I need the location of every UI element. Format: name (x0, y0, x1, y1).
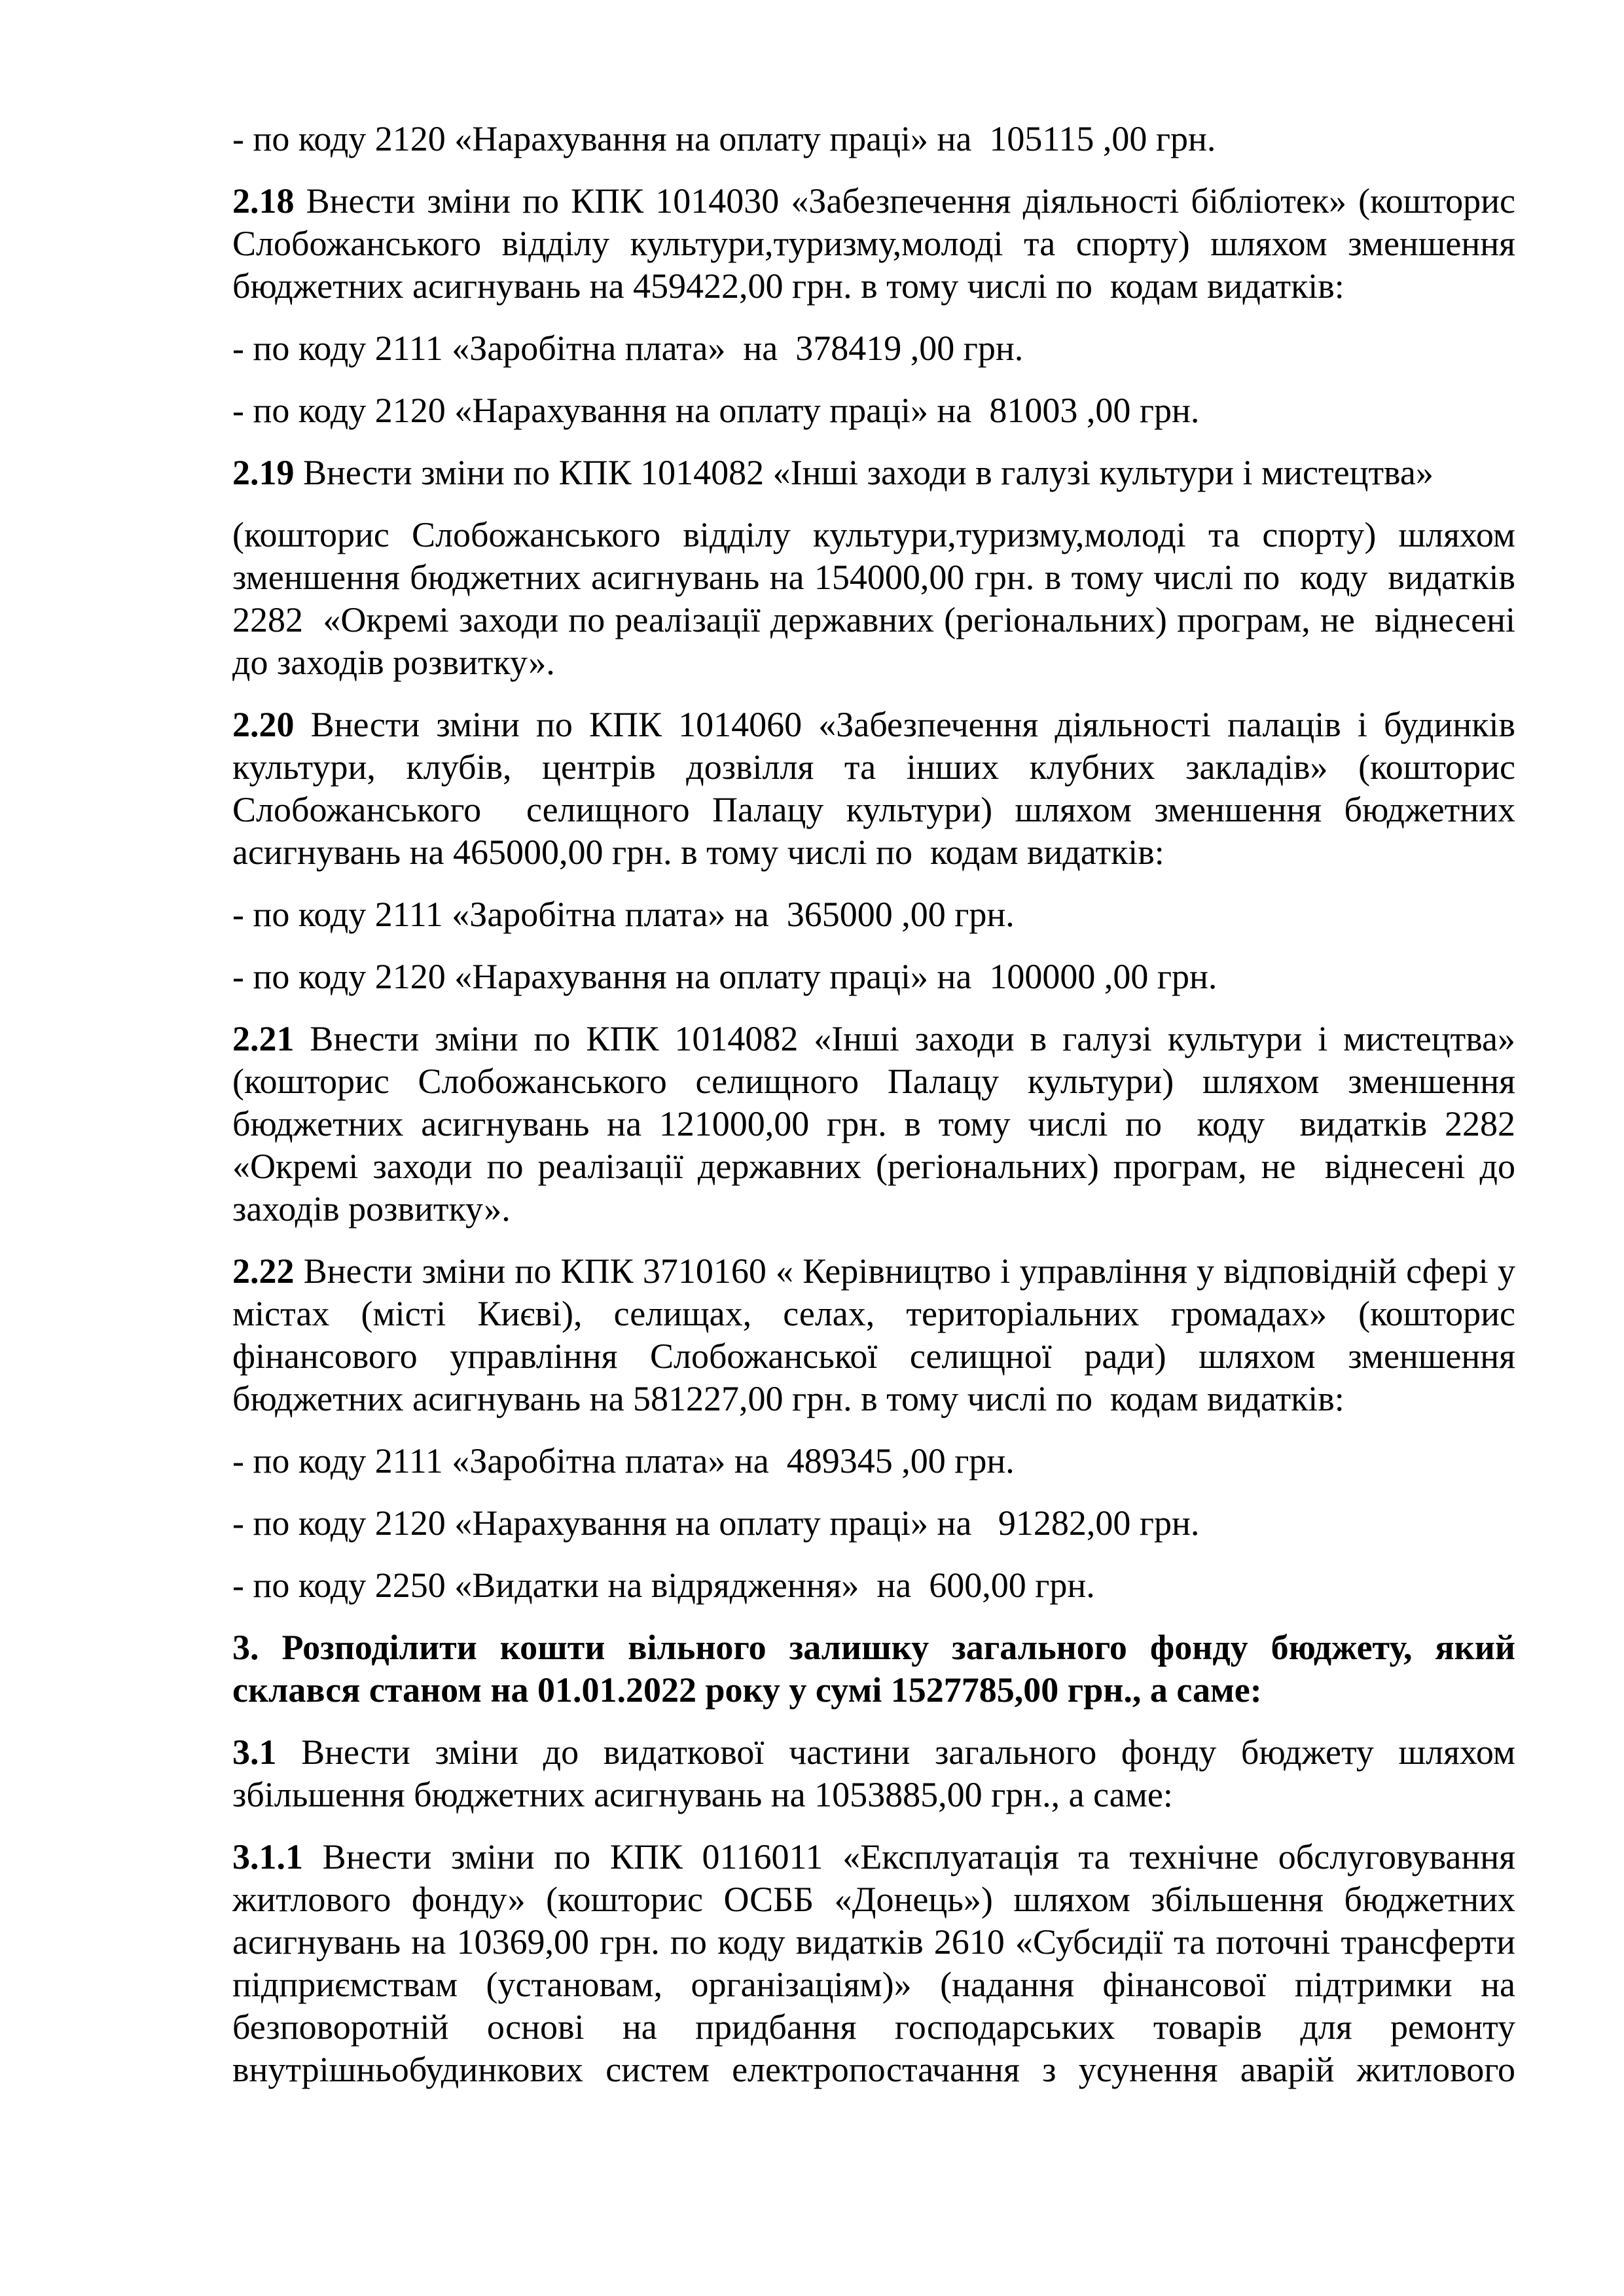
paragraph-text: - по коду 2120 «Нарахування на оплату праці» на 100000 ,00 грн. (232, 957, 1218, 996)
clause-2-18 (232, 180, 1525, 308)
paragraph-text: - по коду 2120 «Нарахування на оплату праці» на 105115 ,00 грн. (232, 119, 1216, 158)
paragraph-text: Внести зміни по КПК 1014060 «Забезпечення діяльності палаців і будинків культури, клубів, центрів дозвілля та інших клубних закладів» (кошторис Слобожанського селищного Палацу культури) шляхом зменшення бюджетних асигнувань на 465000,00 грн. в тому числі по кодам видатків: (232, 705, 1525, 872)
clause-number: 2.21 (232, 1019, 295, 1058)
expense-line (232, 327, 1515, 370)
paragraph-text: - по коду 2111 «Заробітна плата» на 365000 ,00 грн. (232, 895, 1015, 934)
clause-2-22 (232, 1250, 1525, 1420)
expense-line (232, 1564, 1515, 1607)
paragraph-text: Внести зміни по КПК 1014030 «Забезпечення діяльності бібліотек» (кошторис Слобожанського відділу культури,туризму,молоді та спорту) шляхом зменшення бюджетних асигнувань на 459422,00 грн. в тому числі по кодам видатків: (232, 181, 1525, 306)
paragraph-text: Внести зміни до видаткової частини загального фонду бюджету шляхом збільшення бюджетних асигнувань на 1053885,00 грн., а саме: (232, 1732, 1525, 1814)
paragraph-text: - по коду 2120 «Нарахування на оплату праці» на 91282,00 грн. (232, 1503, 1200, 1543)
paragraph-text: - по коду 2250 «Видатки на відрядження» на 600,00 грн. (232, 1566, 1095, 1605)
paragraph-text: - по коду 2111 «Заробітна плата» на 378419 ,00 грн. (232, 329, 1024, 368)
clause-2-19 (232, 452, 1515, 494)
paragraph-text: Внести зміни по КПК 0116011 «Експлуатація та технічне обслуговування житлового фонду» (кошторис ОСББ «Донець») шляхом збільшення бюджетних асигнувань на 10369,00 грн. по коду видатків 2610 «Субсидії та поточні трансферти підприємствам (установам, організаціям)» (надання фінансової підтримки на безповоротній основі на придбання господарських товарів для ремонту внутрішньобудинкових систем електропостачання з усунення аварій житлового (232, 1837, 1525, 2089)
clause-number: 2.19 (232, 453, 295, 492)
clause-number: 3.1.1 (232, 1837, 303, 1876)
paragraph-text: Внести зміни по КПК 3710160 « Керівництво і управління у відповідній сфері у містах (місті Києві), селищах, селах, територіальних громадах» (кошторис фінансового управління Слобожанської селищної ради) шляхом зменшення бюджетних асигнувань на 581227,00 грн. в тому числі по кодам видатків: (232, 1251, 1525, 1418)
paragraph-text: - по коду 2111 «Заробітна плата» на 489345 ,00 грн. (232, 1441, 1015, 1480)
document-page (232, 118, 1525, 2111)
paragraph-text: - по коду 2120 «Нарахування на оплату праці» на 81003 ,00 грн. (232, 391, 1200, 430)
clause-2-19-continued (232, 514, 1525, 684)
paragraph-text: Внести зміни по КПК 1014082 «Інші заходи в галузі культури і мистецтва» (кошторис Слобожанського селищного Палацу культури) шляхом зменшення бюджетних асигнувань на 121000,00 грн. в тому числі по коду видатків 2282 «Окремі заходи по реалізації державних (регіональних) програм, не віднесені до заходів розвитку». (232, 1019, 1525, 1229)
paragraph-text: (кошторис Слобожанського відділу культури,туризму,молоді та спорту) шляхом зменшення бюджетних асигнувань на 154000,00 грн. в тому числі по коду видатків 2282 «Окремі заходи по реалізації державних (регіональних) програм, не віднесені до заходів розвитку». (232, 515, 1525, 682)
section-3-heading (232, 1626, 1525, 1712)
expense-line (232, 118, 1515, 160)
clause-number: 2.20 (232, 705, 295, 744)
clause-number: 2.22 (232, 1251, 295, 1291)
expense-line (232, 893, 1515, 936)
clause-number: 3.1 (232, 1732, 277, 1772)
paragraph-text: Внести зміни по КПК 1014082 «Інші заходи в галузі культури і мистецтва» (294, 453, 1434, 492)
expense-line (232, 1502, 1515, 1545)
paragraph-text: 3. Розподілити кошти вільного залишку загального фонду бюджету, який склався станом на 01.01.2022 року у сумі 1527785,00 грн., а саме: (232, 1628, 1525, 1710)
clause-number: 2.18 (232, 181, 295, 221)
clause-2-20 (232, 704, 1525, 874)
clause-3-1 (232, 1731, 1525, 1816)
expense-line (232, 1440, 1515, 1482)
expense-line (232, 956, 1515, 998)
clause-3-1-1 (232, 1836, 1525, 2091)
clause-2-21 (232, 1018, 1525, 1230)
expense-line (232, 389, 1515, 432)
